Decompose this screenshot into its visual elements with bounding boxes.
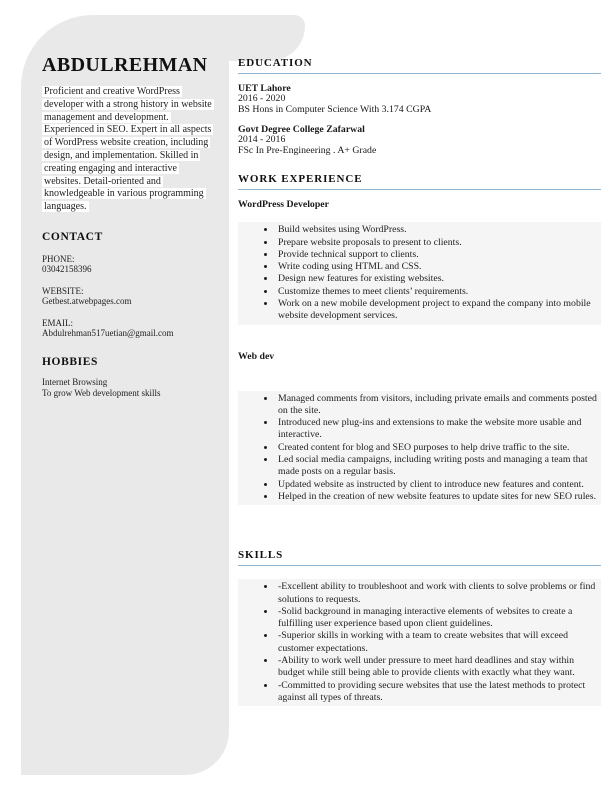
education-heading: EDUCATION — [238, 57, 601, 74]
bullet-item: • -Ability to work well under pressure to meet hard deadlines and stay within budget while still being able to provide clients with exactly what they want. — [276, 655, 599, 680]
date-range: 2014 - 2016 — [238, 134, 286, 146]
bullet-item: • Created content for blog and SEO purposes to help drive traffic to the site. — [276, 442, 599, 454]
bullet-item: • -Committed to providing secure websites that use the latest methods to protect against all types of threats. — [276, 680, 599, 705]
website-value: Getbest.atwebpages.com — [42, 296, 132, 307]
school-name: UET Lahore — [238, 82, 291, 94]
phone-value: 03042158396 — [42, 264, 92, 275]
bullet-list — [238, 222, 601, 324]
bullet-item: • -Superior skills in working with a team to create websites that will exceed customer expectations. — [276, 630, 599, 655]
hobby-item: Internet Browsing — [42, 376, 108, 387]
bullet-item: • Updated website as instructed by client to introduce new features and content. — [276, 479, 599, 491]
hobbies-heading: HOBBIES — [42, 355, 98, 368]
summary-text: Proficient and creative WordPress developer with a strong history in website management and development. Experienced in SEO. Expert in all aspects of WordPress website creation, including design, and implementation. Skilled in creating engaging and interactive websites. Detail-oriented and knowledgeable in various programming languages. — [44, 86, 212, 213]
name-title: ABDULREHMAN — [42, 54, 208, 76]
website-label: WEBSITE: — [42, 285, 84, 296]
bullet-item: • Design new features for existing websites. — [276, 273, 599, 285]
bullet-item: • -Excellent ability to troubleshoot and work with clients to solve problems or find solutions to requests. — [276, 581, 599, 606]
hobby-item: To grow Web development skills — [42, 387, 161, 398]
bullet-item: • Helped in the creation of new website features to update sites for new SEO rules. — [276, 491, 599, 503]
degree-detail: BS Hons in Computer Science With 3.174 CGPA — [238, 103, 432, 115]
degree-detail: FSc In Pre-Engineering . A+ Grade — [238, 145, 377, 157]
education-entry — [238, 124, 601, 156]
education-entry — [238, 83, 601, 115]
skills-heading: SKILLS — [238, 549, 601, 566]
contact-heading: CONTACT — [42, 230, 103, 243]
work-experience-heading: WORK EXPERIENCE — [238, 173, 601, 190]
sidebar — [42, 54, 214, 399]
contact-website — [42, 286, 214, 307]
job-title: WordPress Developer — [238, 199, 329, 211]
hobbies-list — [42, 377, 214, 399]
bullet-item: • -Solid background in managing interactive elements of websites to create a fulfilling user experience based upon client guidelines. — [276, 606, 599, 631]
bullet-item: • Introduced new plug-ins and extensions to make the website more usable and interactive. — [276, 417, 599, 442]
bullet-item: • Led social media campaigns, including writing posts and managing a team that made posts on a regular basis. — [276, 454, 599, 479]
contact-phone — [42, 254, 214, 275]
email-value: Abdulrehman517uetian@gmail.com — [42, 328, 174, 339]
main-content — [238, 57, 601, 706]
bullet-item: • Managed comments from visitors, including private emails and comments posted on the site. — [276, 393, 599, 418]
bullet-item: • Provide technical support to clients. — [276, 249, 599, 261]
job-title: Web dev — [238, 350, 275, 362]
bullet-item: • Write coding using HTML and CSS. — [276, 261, 599, 273]
bullet-list — [238, 391, 601, 506]
bullet-item: • Work on a new mobile development project to expand the company into mobile website development services. — [276, 298, 599, 323]
phone-label: PHONE: — [42, 253, 75, 264]
skills-list — [238, 579, 601, 706]
bullet-item: • Prepare website proposals to present to clients. — [276, 237, 599, 249]
bullet-item: • Build websites using WordPress. — [276, 224, 599, 236]
contact-email — [42, 318, 214, 339]
bullet-item: • Customize themes to meet clients’ requirements. — [276, 286, 599, 298]
email-label: EMAIL: — [42, 317, 73, 328]
school-name: Govt Degree College Zafarwal — [238, 123, 365, 135]
date-range: 2016 - 2020 — [238, 93, 286, 105]
summary-paragraph — [42, 86, 214, 214]
